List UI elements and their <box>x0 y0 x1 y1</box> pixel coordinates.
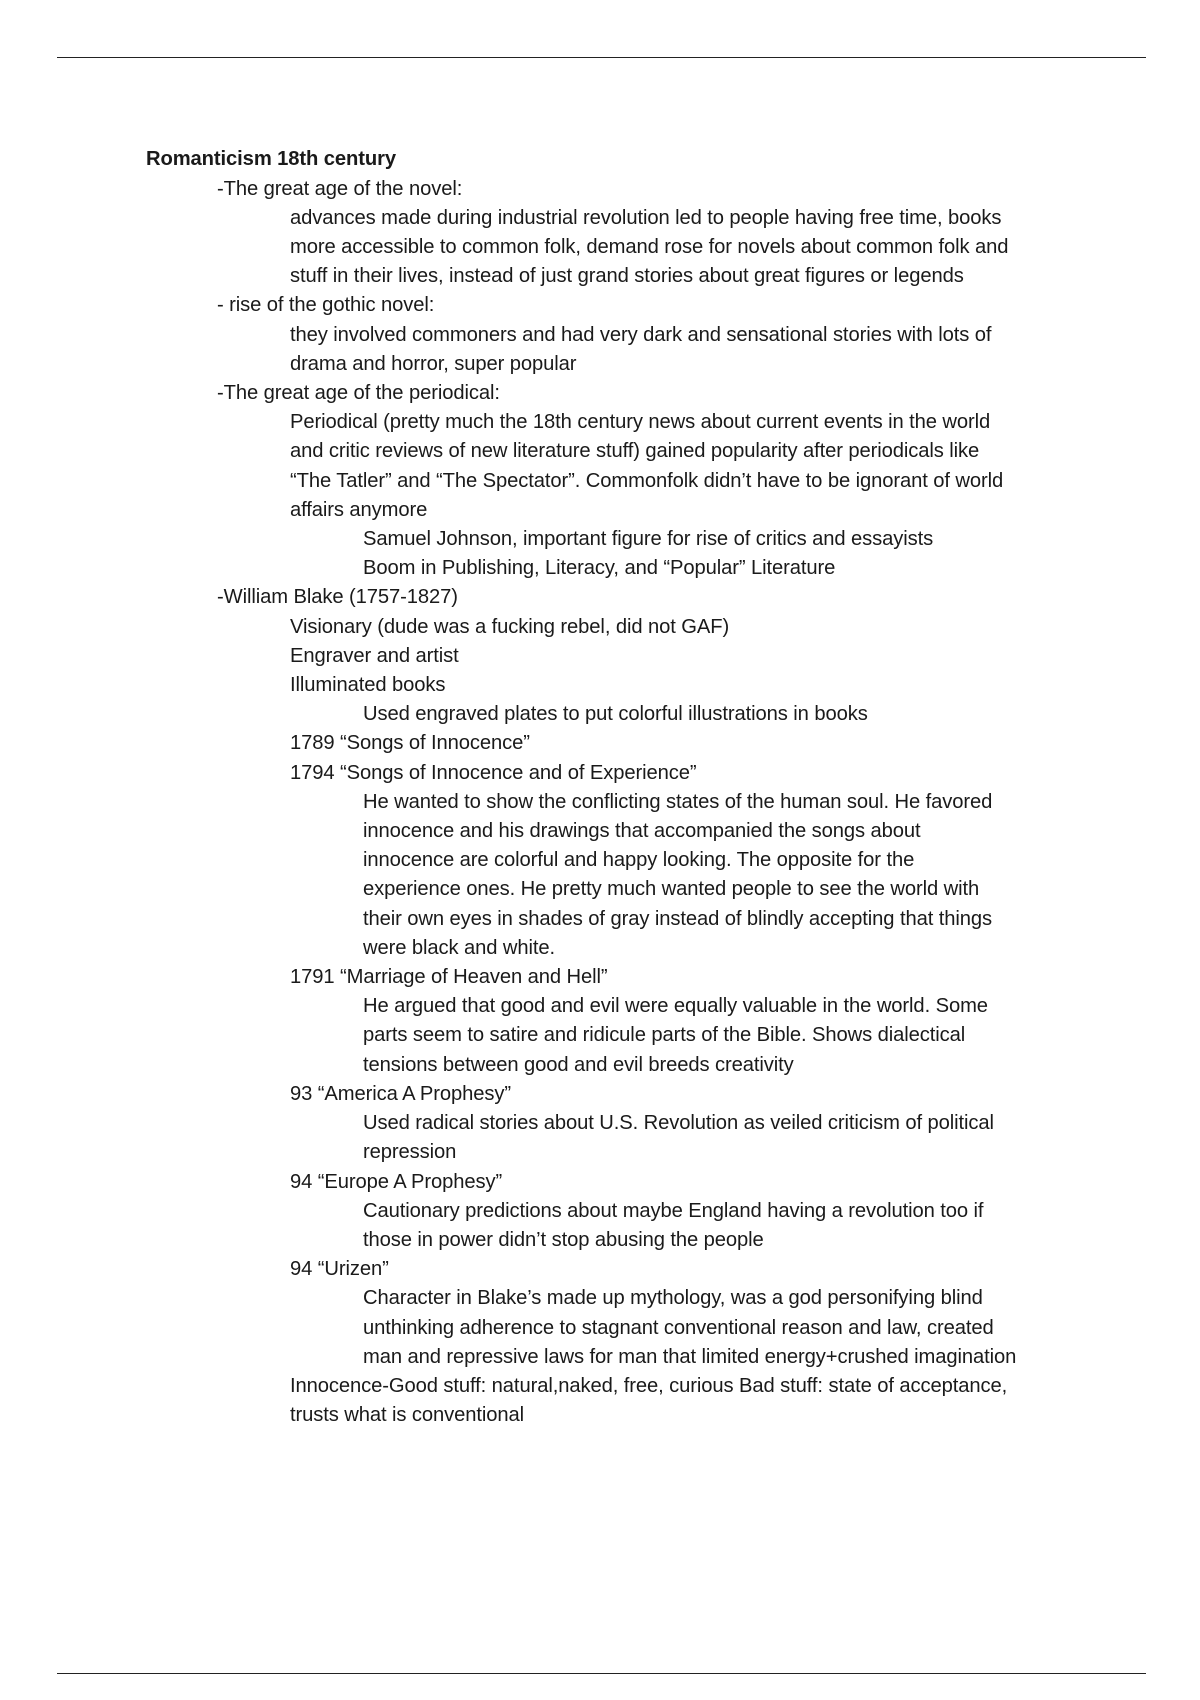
novel-text-line: more accessible to common folk, demand rose for novels about common folk and <box>290 236 1009 258</box>
urizen-note-line: Character in Blake’s made up mythology, was a god personifying blind <box>363 1287 983 1310</box>
innocence-summary-line: Innocence-Good stuff: natural,naked, free, curious Bad stuff: state of acceptance, <box>290 1374 1008 1397</box>
marriage-note-line: tensions between good and evil breeds creativity <box>363 1053 794 1076</box>
periodical-sub-item: Samuel Johnson, important figure for rise of critics and essayists <box>363 528 934 551</box>
periodical-sub-item: Boom in Publishing, Literacy, and “Popular” Literature <box>363 557 836 580</box>
europe-note-line: Cautionary predictions about maybe England having a revolution too if <box>363 1199 984 1222</box>
notes-document <box>146 145 1106 1430</box>
songs-experience-note-line: experience ones. He pretty much wanted people to see the world with <box>363 878 980 901</box>
illuminated-books-note: Used engraved plates to put colorful illustrations in books <box>363 703 868 726</box>
section-heading-gothic: - rise of the gothic novel: <box>217 294 435 317</box>
urizen-note-line: man and repressive laws for man that limited energy+crushed imagination <box>363 1345 1017 1368</box>
songs-experience-note-line: He wanted to show the conflicting states of the human soul. He favored <box>363 790 993 813</box>
songs-experience-note-line: were black and white. <box>363 936 556 959</box>
america-note-line: Used radical stories about U.S. Revolution as veiled criticism of political <box>363 1112 994 1135</box>
work-europe-a-prophesy: 94 “Europe A Prophesy” <box>290 1170 503 1193</box>
songs-experience-note-line: innocence are colorful and happy looking. The opposite for the <box>363 849 915 872</box>
work-america-a-prophesy: 93 “America A Prophesy” <box>290 1082 511 1105</box>
marriage-note-line: parts seem to satire and ridicule parts of the Bible. Shows dialectical <box>363 1024 966 1047</box>
section-heading-periodical: -The great age of the periodical: <box>217 382 500 405</box>
gothic-text-line: they involved commoners and had very dark and sensational stories with lots of <box>290 323 992 346</box>
work-urizen: 94 “Urizen” <box>290 1258 389 1281</box>
songs-experience-note-line: innocence and his drawings that accompanied the songs about <box>363 820 921 843</box>
gothic-text-line: drama and horror, super popular <box>290 352 577 375</box>
bottom-divider <box>57 1673 1146 1674</box>
blake-item: Visionary (dude was a fucking rebel, did not GAF) <box>290 615 730 638</box>
work-songs-of-experience: 1794 “Songs of Innocence and of Experience” <box>290 761 697 784</box>
innocence-summary-line: trusts what is conventional <box>290 1404 525 1427</box>
america-note-line: repression <box>363 1141 457 1164</box>
songs-experience-note-line: their own eyes in shades of gray instead of blindly accepting that things <box>363 907 992 930</box>
novel-text-line: advances made during industrial revolution led to people having free time, books <box>290 206 1002 229</box>
novel-text-line: stuff in their lives, instead of just grand stories about great figures or legends <box>290 265 964 288</box>
marriage-note-line: He argued that good and evil were equally valuable in the world. Some <box>363 995 988 1018</box>
periodical-text-line: and critic reviews of new literature stuff) gained popularity after periodicals like <box>290 440 980 463</box>
work-marriage-of-heaven-and-hell: 1791 “Marriage of Heaven and Hell” <box>290 966 608 989</box>
work-songs-of-innocence: 1789 “Songs of Innocence” <box>290 732 530 755</box>
section-heading-blake: -William Blake (1757-1827) <box>217 586 458 609</box>
europe-note-line: those in power didn’t stop abusing the people <box>363 1228 764 1251</box>
blake-item: Illuminated books <box>290 674 446 697</box>
periodical-text-line: Periodical (pretty much the 18th century news about current events in the world <box>290 411 991 434</box>
section-heading-novel: -The great age of the novel: <box>217 177 463 200</box>
document-title: Romanticism 18th century <box>146 148 397 170</box>
urizen-note-line: unthinking adherence to stagnant conventional reason and law, created <box>363 1316 994 1339</box>
periodical-text-line: affairs anymore <box>290 498 428 521</box>
top-divider <box>57 57 1146 58</box>
blake-item: Engraver and artist <box>290 644 459 667</box>
periodical-text-line: “The Tatler” and “The Spectator”. Commonfolk didn’t have to be ignorant of world <box>290 469 1004 492</box>
